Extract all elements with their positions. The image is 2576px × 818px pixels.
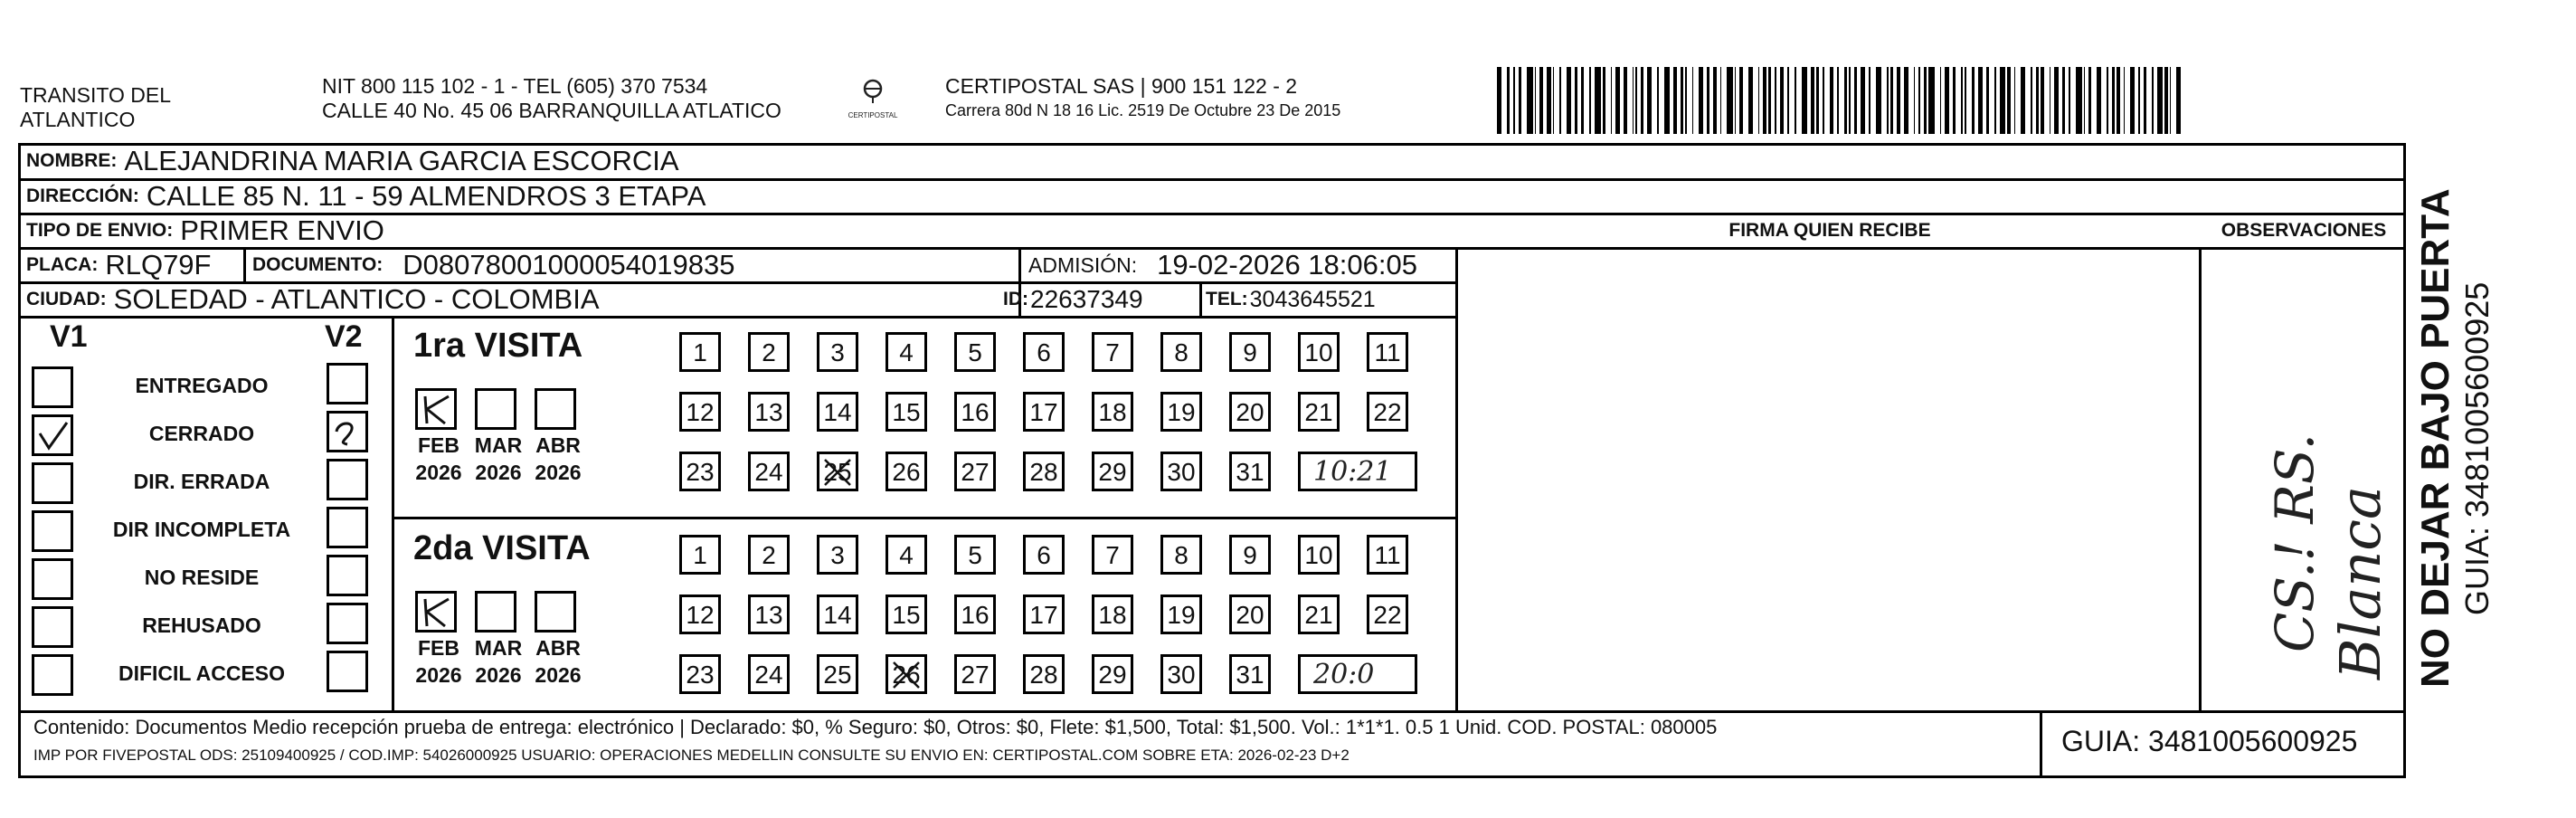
- barcode-bar: [1914, 67, 1916, 134]
- barcode-bar: [2041, 67, 2043, 134]
- barcode-bar: [1811, 67, 1814, 134]
- ciudad-field: [26, 282, 600, 317]
- barcode-bar: [1664, 67, 1671, 134]
- id-label: ID:: [1003, 289, 1028, 309]
- month-checkbox[interactable]: [535, 591, 576, 633]
- documento-value: D08078001000054019835: [402, 249, 735, 281]
- visit-title: 1ra VISITA: [413, 327, 583, 365]
- day-box[interactable]: 18: [1092, 392, 1133, 432]
- v2-checkbox[interactable]: [327, 651, 368, 692]
- barcode-bar: [2021, 67, 2025, 134]
- barcode-bar: [1513, 67, 1515, 134]
- day-box[interactable]: 10: [1298, 535, 1340, 575]
- day-box[interactable]: 15: [886, 392, 927, 432]
- day-box[interactable]: 11: [1367, 332, 1408, 372]
- barcode-bar: [1611, 67, 1613, 134]
- documento-field: [252, 248, 734, 282]
- barcode-bar: [2176, 67, 2181, 134]
- courier-name: CERTIPOSTAL SAS | 900 151 122 - 2: [945, 74, 1298, 98]
- day-box[interactable]: 13: [748, 392, 790, 432]
- day-box[interactable]: 21: [1298, 392, 1340, 432]
- day-box[interactable]: 12: [679, 392, 721, 432]
- org-line2: ATLANTICO: [20, 108, 136, 131]
- barcode-bar: [1887, 67, 1889, 134]
- day-box[interactable]: 9: [1229, 535, 1271, 575]
- barcode-bar: [2130, 67, 2135, 134]
- barcode-bar: [1837, 67, 1839, 134]
- month-label: ABR 2026: [535, 433, 582, 484]
- barcode-bar: [1961, 67, 1963, 134]
- barcode-bar: [2050, 67, 2051, 134]
- day-box[interactable]: 26: [886, 654, 927, 694]
- day-box[interactable]: 3: [817, 535, 858, 575]
- barcode-bar: [2112, 67, 2115, 134]
- month-checkbox[interactable]: [475, 388, 516, 430]
- tipo-envio-label: TIPO DE ENVIO:: [26, 220, 174, 241]
- status-label: ENTREGADO: [135, 374, 269, 397]
- id-value: 22637349: [1030, 285, 1143, 313]
- barcode-bar: [2062, 67, 2065, 134]
- placa-value: RLQ79F: [105, 249, 212, 281]
- barcode-bar: [2076, 67, 2082, 134]
- barcode-bar: [1780, 67, 1785, 134]
- status-label: DIR. ERRADA: [133, 470, 270, 493]
- day-box[interactable]: 30: [1160, 452, 1202, 491]
- day-box[interactable]: 2: [748, 535, 790, 575]
- org-address: CALLE 40 No. 45 06 BARRANQUILLA ATLATICO: [322, 99, 781, 122]
- day-box[interactable]: 24: [748, 452, 790, 491]
- v1-checkbox[interactable]: [32, 558, 73, 600]
- org-line1: TRANSITO DEL: [20, 83, 171, 107]
- org-contact: [322, 74, 781, 123]
- barcode-bar: [1854, 67, 1857, 134]
- day-box[interactable]: 5: [954, 332, 996, 372]
- day-box[interactable]: 25: [817, 654, 858, 694]
- barcode-bar: [1953, 67, 1956, 134]
- barcode-bar: [1816, 67, 1819, 134]
- barcode-bar: [2144, 67, 2146, 134]
- day-box[interactable]: 5: [954, 535, 996, 575]
- day-box[interactable]: 22: [1367, 594, 1408, 634]
- status-label: DIR INCOMPLETA: [112, 518, 291, 541]
- visit-title: 2da VISITA: [413, 529, 591, 567]
- ciudad-value: SOLEDAD - ATLANTICO - COLOMBIA: [113, 283, 600, 315]
- delivery-form: [18, 143, 2406, 778]
- barcode-bar: [1681, 67, 1683, 134]
- id-field: [1003, 282, 1143, 317]
- day-box[interactable]: 24: [748, 654, 790, 694]
- barcode-bar: [2069, 67, 2070, 134]
- status-label: CERRADO: [148, 422, 255, 445]
- day-box[interactable]: 22: [1367, 392, 1408, 432]
- barcode-bar: [1904, 67, 1908, 134]
- barcode-bar: [1945, 67, 1949, 134]
- barcode-bar: [1739, 67, 1742, 134]
- day-box[interactable]: 8: [1160, 332, 1202, 372]
- v2-checkbox[interactable]: [327, 411, 368, 452]
- barcode-bar: [1890, 67, 1893, 134]
- nombre-value: ALEJANDRINA MARIA GARCIA ESCORCIA: [124, 145, 679, 176]
- barcode-bar: [1986, 67, 1989, 134]
- footer-contenido: Contenido: Documentos Medio recepción prueba de entrega: electrónico | Declarado: $0, % Seguro: $0, Otros: $0, Flete: $1,500, Total: $1,500. Vol.: 1*1*1. 0.5 1 Unid. COD. POSTAL: 080005: [33, 716, 1718, 738]
- v2-checkbox[interactable]: [327, 507, 368, 548]
- ciudad-label: CIUDAD:: [26, 289, 107, 309]
- day-box[interactable]: 29: [1092, 452, 1133, 491]
- v1-header: V1: [50, 319, 88, 354]
- barcode-bar: [1787, 67, 1789, 134]
- tipo-envio-value: PRIMER ENVIO: [180, 214, 384, 246]
- barcode-bar: [1876, 67, 1882, 134]
- day-box[interactable]: 25: [817, 452, 858, 491]
- barcode-bar: [1823, 67, 1824, 134]
- barcode-bar: [1647, 67, 1652, 134]
- time-box[interactable]: [1298, 452, 1417, 491]
- day-box[interactable]: 11: [1367, 535, 1408, 575]
- barcode-bar: [1994, 67, 1996, 134]
- barcode-bar: [1918, 67, 1920, 134]
- barcode-bar: [1972, 67, 1975, 134]
- day-box[interactable]: 19: [1160, 392, 1202, 432]
- direccion-label: DIRECCIÓN:: [26, 185, 139, 206]
- v2-checkbox[interactable]: [327, 459, 368, 500]
- barcode-bar: [1748, 67, 1753, 134]
- status-label: REHUSADO: [142, 614, 261, 637]
- barcode-bar: [2014, 67, 2016, 134]
- day-box[interactable]: 8: [1160, 535, 1202, 575]
- day-box[interactable]: 15: [886, 594, 927, 634]
- month-label: FEB 2026: [415, 636, 462, 687]
- barcode-bar: [1507, 67, 1510, 134]
- barcode-bar: [2084, 67, 2086, 134]
- nombre-label: NOMBRE:: [26, 150, 118, 171]
- barcode-bar: [1763, 67, 1766, 134]
- time-handwriting: 20:0: [1313, 659, 1375, 690]
- barcode-bar: [2007, 67, 2010, 134]
- month-checkbox[interactable]: [475, 591, 516, 633]
- barcode-bar: [2054, 67, 2059, 134]
- nombre-row: [26, 144, 679, 178]
- barcode-bar: [1535, 67, 1537, 134]
- day-box[interactable]: 12: [679, 594, 721, 634]
- day-box[interactable]: 28: [1023, 654, 1065, 694]
- placa-field: [26, 248, 212, 282]
- barcode-bar: [1595, 67, 1601, 134]
- barcode-bar: [1589, 67, 1591, 134]
- month-label: MAR 2026: [474, 433, 523, 484]
- day-box[interactable]: 30: [1160, 654, 1202, 694]
- side-guia: GUIA: 3481005600925: [2458, 281, 2496, 615]
- day-box[interactable]: 23: [679, 654, 721, 694]
- svg-text:CERTIPOSTAL: CERTIPOSTAL: [848, 111, 898, 119]
- org-nit: NIT 800 115 102 - 1 - TEL (605) 370 7534: [322, 74, 708, 98]
- barcode-bar: [1897, 67, 1899, 134]
- status-label: NO RESIDE: [144, 566, 260, 589]
- time-handwriting: 10:21: [1313, 456, 1392, 488]
- day-box[interactable]: 2: [748, 332, 790, 372]
- month-label: MAR 2026: [474, 636, 523, 687]
- month-label: FEB 2026: [415, 433, 462, 484]
- barcode-bar: [1940, 67, 1942, 134]
- barcode-bar: [1553, 67, 1555, 134]
- observaciones-handwriting-2: Blanca: [2327, 486, 2393, 680]
- month-label: ABR 2026: [535, 636, 582, 687]
- footer-imp: IMP POR FIVEPOSTAL ODS: 25109400925 / COD.IMP: 54026000925 USUARIO: OPERACIONES MEDELLIN CONSULTE SU ENVIO EN: CERTIPOSTAL.COM SOBRE ETA: 2026-02-23 D+2: [33, 747, 1350, 764]
- day-box[interactable]: 3: [817, 332, 858, 372]
- barcode-bar: [1965, 67, 1966, 134]
- day-box[interactable]: 7: [1092, 332, 1133, 372]
- placa-label: PLACA:: [26, 254, 99, 275]
- barcode-bar: [1869, 67, 1870, 134]
- barcode-bar: [1978, 67, 1983, 134]
- barcode-bar: [1519, 67, 1521, 134]
- barcode-bar: [1497, 67, 1501, 134]
- observaciones-handwriting-1: CS.! RS.: [2264, 433, 2325, 652]
- tel-label: TEL:: [1206, 289, 1248, 309]
- barcode-bar: [1727, 67, 1733, 134]
- tipo-envio-row: [26, 214, 384, 248]
- day-box[interactable]: 26: [886, 452, 927, 491]
- barcode-bar: [1539, 67, 1542, 134]
- day-box[interactable]: 13: [748, 594, 790, 634]
- barcode-bar: [1547, 67, 1551, 134]
- barcode-bar: [1844, 67, 1847, 134]
- v1-checkbox[interactable]: [32, 462, 73, 504]
- barcode-bar: [2036, 67, 2039, 134]
- barcode-bar: [1641, 67, 1643, 134]
- time-box[interactable]: [1298, 654, 1417, 694]
- barcode-bar: [2088, 67, 2091, 134]
- day-box[interactable]: 16: [954, 392, 996, 432]
- v1-checkbox[interactable]: [32, 654, 73, 696]
- barcode-bar: [1575, 67, 1577, 134]
- day-box[interactable]: 7: [1092, 535, 1133, 575]
- day-box[interactable]: 1: [679, 332, 721, 372]
- barcode-bar: [2097, 67, 2101, 134]
- day-box[interactable]: 4: [886, 535, 927, 575]
- observaciones-header: OBSERVACIONES: [2221, 220, 2387, 241]
- documento-label: DOCUMENTO:: [252, 254, 384, 275]
- tel-field: [1206, 282, 1376, 317]
- barcode-bar: [1624, 67, 1626, 134]
- barcode-bar: [1861, 67, 1865, 134]
- barcode-bar: [1633, 67, 1634, 134]
- day-box[interactable]: 17: [1023, 392, 1065, 432]
- firma-header: FIRMA QUIEN RECIBE: [1728, 220, 1931, 241]
- barcode-bar: [1635, 67, 1637, 134]
- barcode-bar: [1849, 67, 1851, 134]
- barcode-bar: [1928, 67, 1935, 134]
- day-box[interactable]: 14: [817, 392, 858, 432]
- barcode-bar: [2124, 67, 2126, 134]
- footer-guia: GUIA: 3481005600925: [2061, 725, 2358, 757]
- day-box[interactable]: 6: [1023, 332, 1065, 372]
- day-box[interactable]: 31: [1229, 654, 1271, 694]
- barcode-bar: [1802, 67, 1808, 134]
- v2-header: V2: [325, 319, 363, 354]
- barcode-bar: [1692, 67, 1694, 134]
- barcode-bar: [1527, 67, 1533, 134]
- barcode-bar: [1567, 67, 1571, 134]
- barcode-bar: [1830, 67, 1834, 134]
- day-box[interactable]: 1: [679, 535, 721, 575]
- side-warning: NO DEJAR BAJO PUERTA: [2413, 188, 2458, 688]
- day-box[interactable]: 19: [1160, 594, 1202, 634]
- barcode: [1497, 67, 2184, 134]
- v2-checkbox[interactable]: [327, 603, 368, 644]
- day-box[interactable]: 29: [1092, 654, 1133, 694]
- barcode-bar: [1615, 67, 1620, 134]
- barcode-bar: [1735, 67, 1737, 134]
- barcode-bar: [2117, 67, 2119, 134]
- day-box[interactable]: 23: [679, 452, 721, 491]
- day-box[interactable]: 31: [1229, 452, 1271, 491]
- barcode-bar: [1758, 67, 1760, 134]
- direccion-row: [26, 179, 706, 214]
- barcode-bar: [2157, 67, 2164, 134]
- day-box[interactable]: 18: [1092, 594, 1133, 634]
- direccion-value: CALLE 85 N. 11 - 59 ALMENDROS 3 ETAPA: [146, 180, 706, 212]
- barcode-bar: [2170, 67, 2172, 134]
- admision-value: 19-02-2026 18:06:05: [1157, 249, 1417, 281]
- barcode-bar: [1720, 67, 1722, 134]
- day-box[interactable]: 21: [1298, 594, 1340, 634]
- day-box[interactable]: 28: [1023, 452, 1065, 491]
- barcode-bar: [1713, 67, 1716, 134]
- v2-checkbox[interactable]: [327, 363, 368, 404]
- barcode-bar: [2152, 67, 2154, 134]
- v1-checkbox[interactable]: [32, 606, 73, 648]
- barcode-bar: [2164, 67, 2167, 134]
- month-checkbox[interactable]: [415, 591, 457, 633]
- barcode-bar: [1581, 67, 1584, 134]
- day-box[interactable]: 20: [1229, 594, 1271, 634]
- barcode-bar: [1673, 67, 1676, 134]
- barcode-bar: [1924, 67, 1927, 134]
- barcode-bar: [1559, 67, 1561, 134]
- day-box[interactable]: 9: [1229, 332, 1271, 372]
- barcode-bar: [1795, 67, 1796, 134]
- day-box[interactable]: 4: [886, 332, 927, 372]
- courier-address: Carrera 80d N 18 16 Lic. 2519 De Octubre 23 De 2015: [945, 101, 1341, 119]
- day-box[interactable]: 10: [1298, 332, 1340, 372]
- day-box[interactable]: 20: [1229, 392, 1271, 432]
- barcode-bar: [1775, 67, 1776, 134]
- barcode-bar: [1768, 67, 1771, 134]
- barcode-bar: [2000, 67, 2006, 134]
- barcode-bar: [2107, 67, 2108, 134]
- day-box[interactable]: 17: [1023, 594, 1065, 634]
- barcode-bar: [2031, 67, 2032, 134]
- v1-checkbox[interactable]: [32, 510, 73, 552]
- v2-checkbox[interactable]: [327, 555, 368, 596]
- day-box[interactable]: 14: [817, 594, 858, 634]
- barcode-bar: [1657, 67, 1659, 134]
- barcode-bar: [1707, 67, 1709, 134]
- month-checkbox[interactable]: [415, 388, 457, 430]
- barcode-bar: [1699, 67, 1703, 134]
- day-box[interactable]: 27: [954, 654, 996, 694]
- day-box[interactable]: 27: [954, 452, 996, 491]
- tel-value: 3043645521: [1249, 286, 1376, 312]
- barcode-bar: [2138, 67, 2140, 134]
- org-name: [20, 83, 171, 132]
- admision-label: ADMISIÓN:: [1028, 252, 1138, 277]
- day-box[interactable]: 16: [954, 594, 996, 634]
- month-checkbox[interactable]: [535, 388, 576, 430]
- courier-info: [945, 74, 1340, 123]
- status-label: DIFICIL ACCESO: [118, 661, 285, 685]
- v1-checkbox[interactable]: [32, 414, 73, 456]
- barcode-bar: [1685, 67, 1687, 134]
- barcode-bar: [1603, 67, 1605, 134]
- day-box[interactable]: 6: [1023, 535, 1065, 575]
- v1-checkbox[interactable]: [32, 366, 73, 408]
- certipostal-logo: [841, 71, 904, 125]
- admision-field: [1028, 248, 1417, 282]
